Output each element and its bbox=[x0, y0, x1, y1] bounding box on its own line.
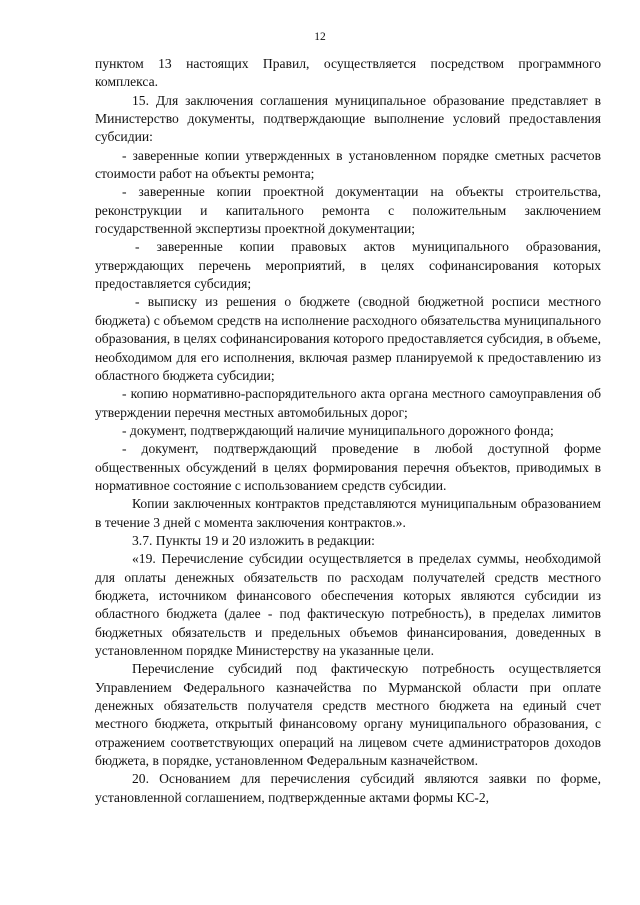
paragraph-transfer-treasury: Перечисление субсидий под фактическую потребность осуществляется Управлением Федерального казначейства по Мурманской области при оплате денежных обязательств получателя средств местного бюджета на единый счет местного бюджета, открытый финансовому органу муниципального образования, с отражением соответствующих операций на лицевом счете администраторов доходов бюджета, в порядке, установленном Федеральным казначейством. bbox=[95, 661, 601, 769]
list-item-budget-extract: - выписку из решения о бюджете (сводной бюджетной росписи местного бюджета) с объемом средств на исполнение расходного обязательства муниципального образования, в целях софинансирования которого предоставляется субсидия, в объеме, необходимом для его исполнения, включая размер планируемой к предоставлению из областного бюджета субсидии; bbox=[95, 294, 601, 383]
paragraph-contracts: Копии заключенных контрактов представляются муниципальным образованием в течение 3 дней с момента заключения контрактов.». bbox=[95, 496, 601, 530]
list-item-smeta: - заверенные копии утвержденных в установленном порядке сметных расчетов стоимости работ на объекты ремонта; bbox=[95, 147, 601, 182]
page-number: 12 bbox=[314, 31, 326, 43]
list-item-project-docs: - заверенные копии проектной документации на объекты строительства, реконструкции и капитального ремонта с положительным заключением государственной экспертизы проектной документации; bbox=[95, 184, 601, 237]
paragraph-item-20: 20. Основанием для перечисления субсидий являются заявки по форме, установленной соглашением, подтвержденные актами формы КС-2, bbox=[95, 771, 601, 805]
paragraph-amendment-3-7: 3.7. Пункты 19 и 20 изложить в редакции: bbox=[132, 532, 375, 548]
paragraph-item-19: «19. Перечисление субсидии осуществляется в пределах суммы, необходимой для оплаты денежных обязательств по расходам получателей средств местного бюджета, источником финансового обеспечения которых являются субсидии из областного бюджета (далее - под фактическую потребность), в пределах лимитов бюджетных обязательств и предельных объемов финансирования, доведенных в установленном порядке Министерству на указанные цели. bbox=[95, 551, 601, 658]
list-item-legal-acts: - заверенные копии правовых актов муниципального образования, утверждающих перечень мероприятий, в целях софинансирования которых предоставляется субсидия; bbox=[95, 239, 601, 292]
paragraph-continuation: пунктом 13 настоящих Правил, осуществляется посредством программного комплекса. bbox=[95, 56, 601, 90]
list-item-road-list-act: - копию нормативно-распорядительного акта органа местного самоуправления об утверждении перечня местных автомобильных дорог; bbox=[95, 386, 601, 420]
list-item-road-fund: - документ, подтверждающий наличие муниципального дорожного фонда; bbox=[122, 422, 554, 438]
paragraph-item-15: 15. Для заключения соглашения муниципальное образование представляет в Министерство документы, подтверждающие выполнение условий предоставления субсидии: bbox=[95, 92, 601, 145]
document-body bbox=[95, 55, 601, 807]
list-item-public-discussion: - документ, подтверждающий проведение в любой доступной форме общественных обсуждений в целях формирования перечня объектов, приводимых в нормативное состояние с использованием средств субсидии. bbox=[95, 441, 601, 493]
